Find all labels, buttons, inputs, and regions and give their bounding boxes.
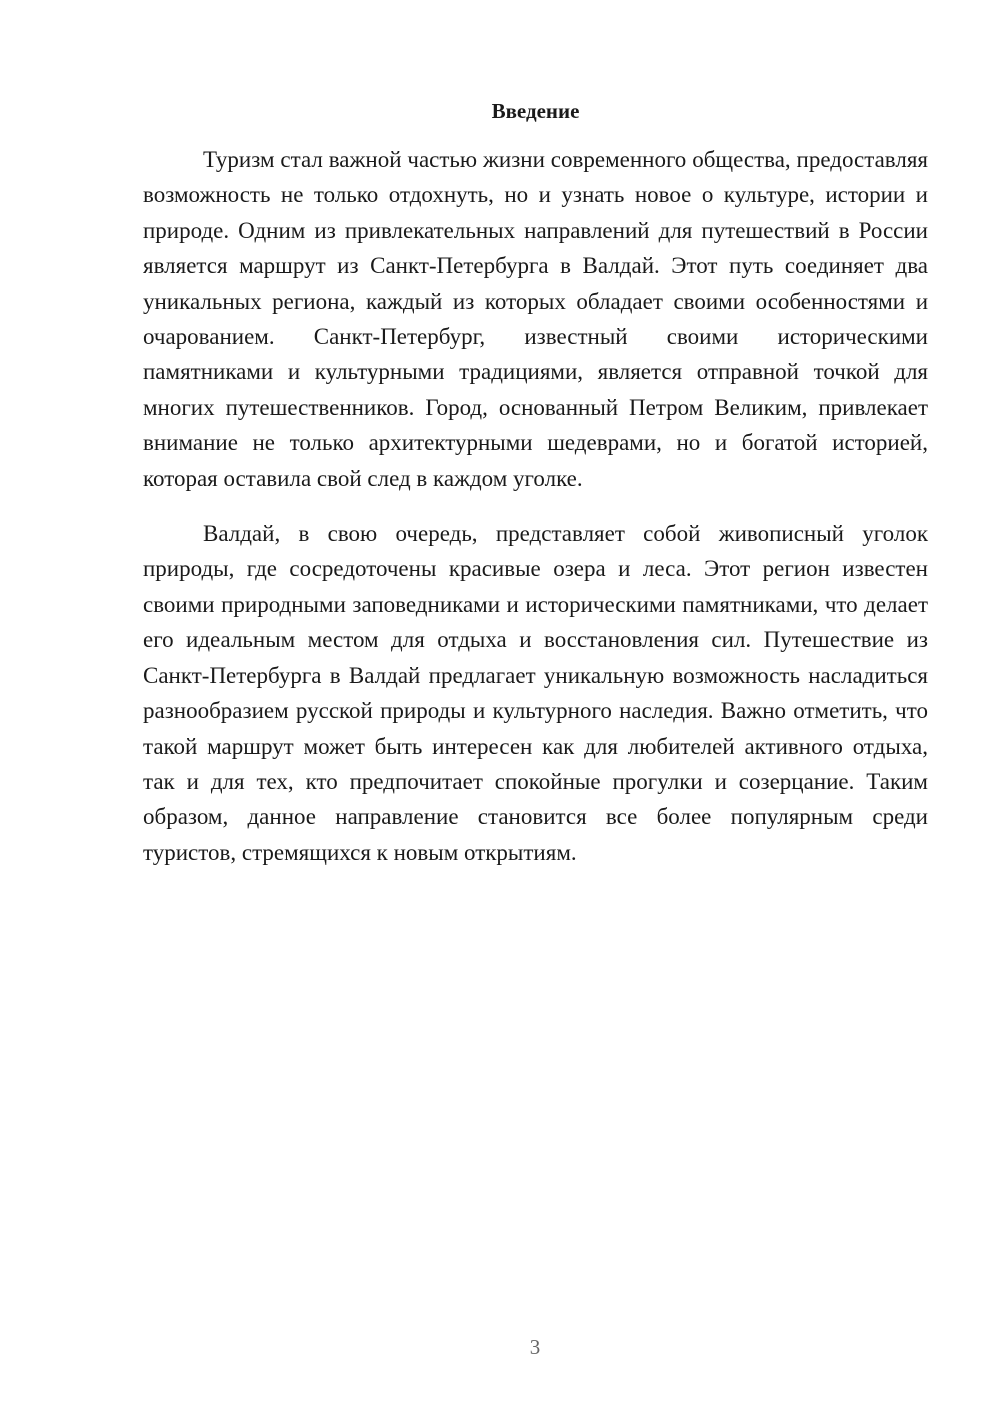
body-text (143, 142, 928, 870)
section-title: Введение (491, 99, 580, 123)
paragraph-1: Туризм стал важной частью жизни современного общества, предоставляя возможность не только отдохнуть, но и узнать новое о культуре, истории и природе. Одним из привлекательных направлений для путешествий в России является маршрут из Санкт-Петербурга в Валдай. Этот путь соединяет два уникальных региона, каждый из которых обладает своими особенностями и очарованием. Санкт-Петербург, известный своими историческими памятниками и культурными традициями, является отправной точкой для многих путешественников. Город, основанный Петром Великим, привлекает внимание не только архитектурными шедеврами, но и богатой историей, которая оставила свой след в каждом уголке. (143, 147, 928, 491)
page-number: 3 (529, 1335, 541, 1359)
paragraph-2: Валдай, в свою очередь, представляет собой живописный уголок природы, где сосредоточены красивые озера и леса. Этот регион известен своими природными заповедниками и историческими памятниками, что делает его идеальным местом для отдыха и восстановления сил. Путешествие из Санкт-Петербурга в Валдай предлагает уникальную возможность насладиться разнообразием русской природы и культурного наследия. Важно отметить, что такой маршрут может быть интересен как для любителей активного отдыха, так и для тех, кто предпочитает спокойные прогулки и созерцание. Таким образом, данное направление становится все более популярным среди туристов, стремящихся к новым открытиям. (143, 521, 928, 865)
